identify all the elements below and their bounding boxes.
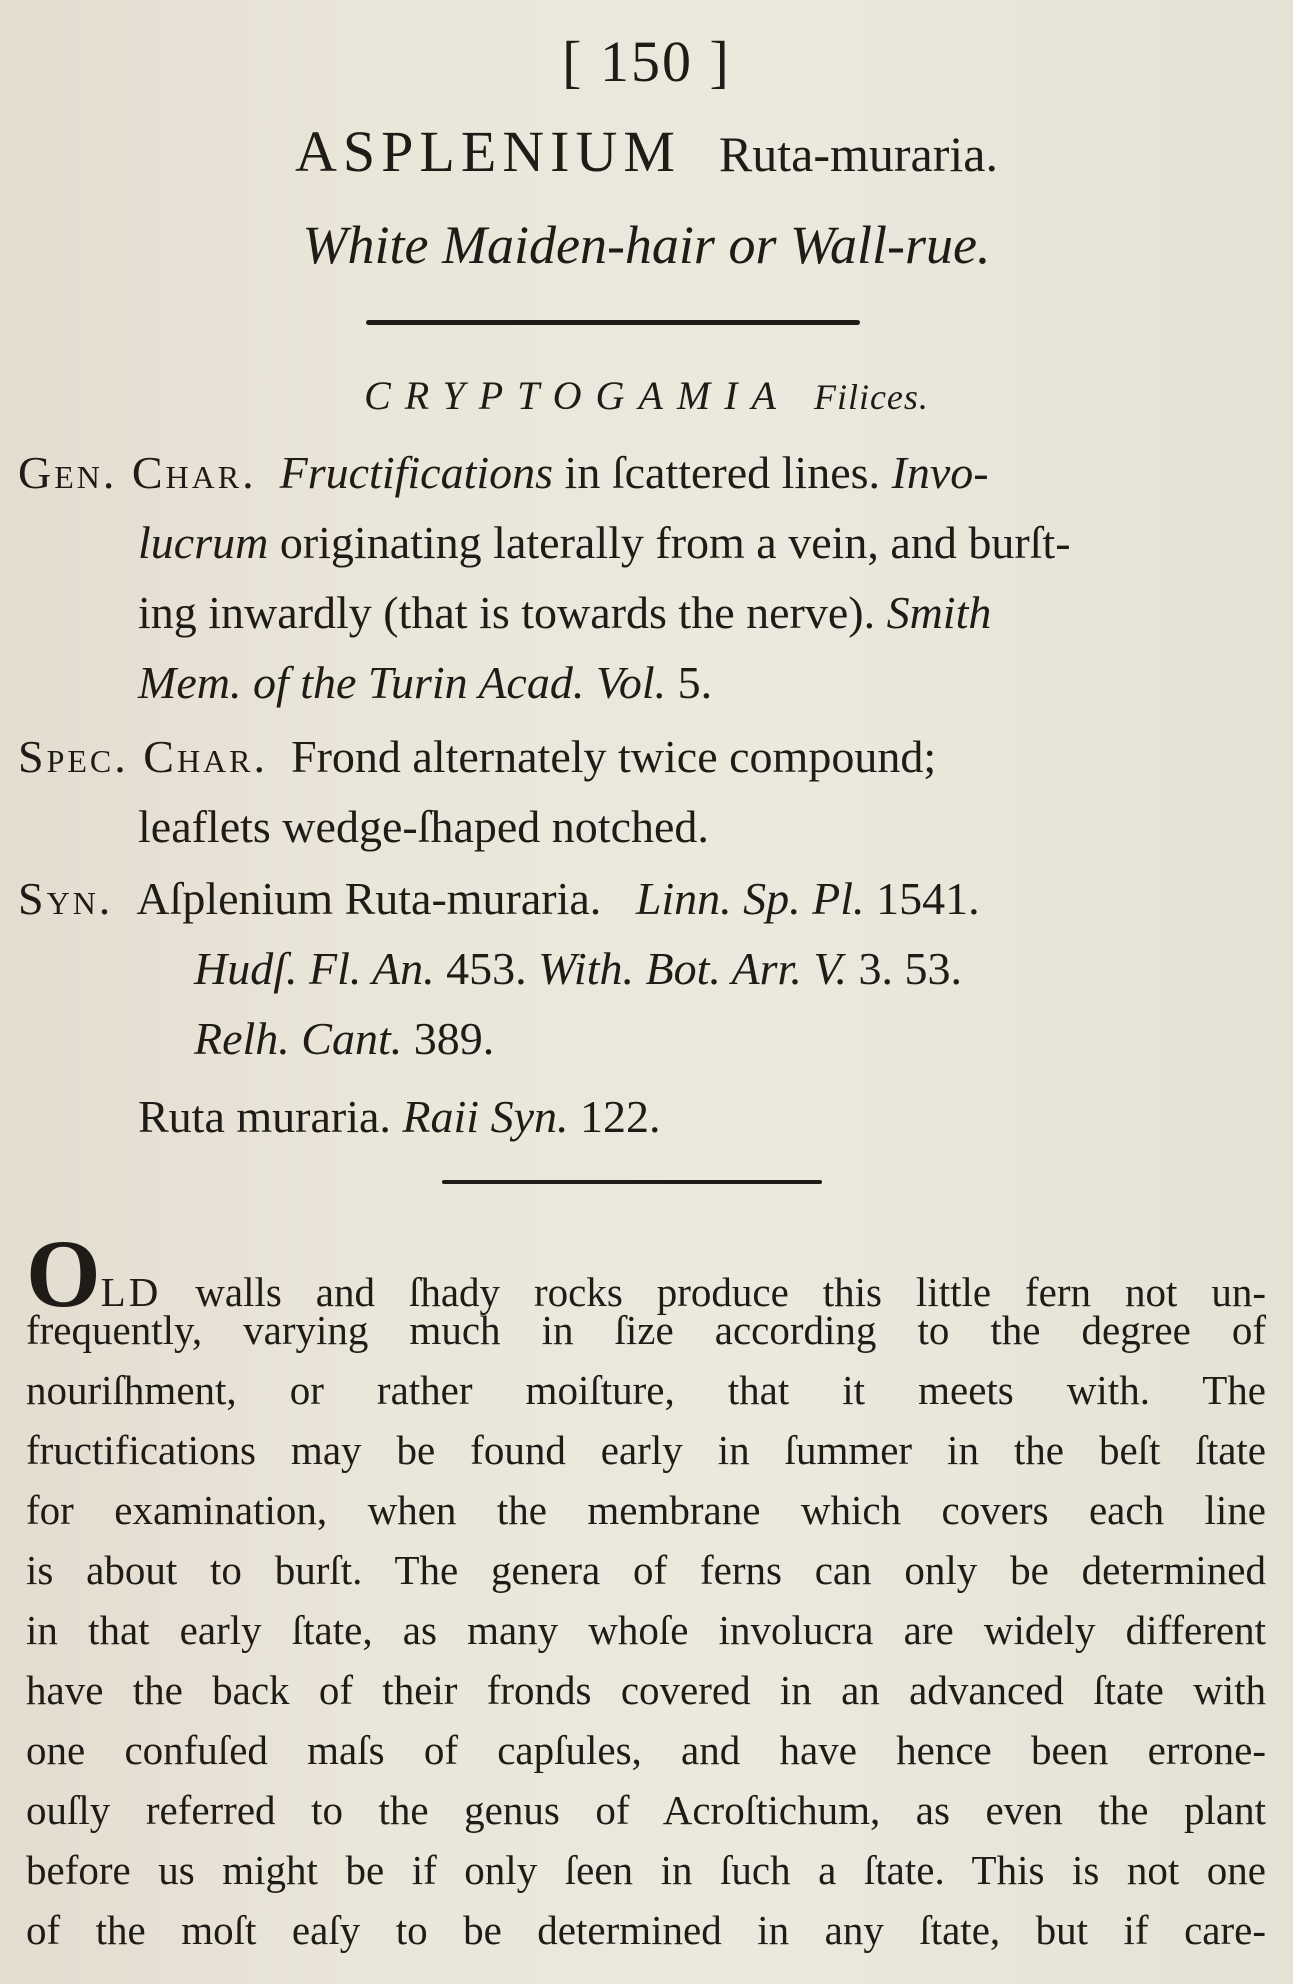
divider-top [366,320,860,325]
gen-char-line-1: Gen. Char. Fructifications in ſcattered lines. Invo- [18,447,989,498]
body-line: is about to burſt. The genera of ferns can only be determined [26,1547,1266,1593]
page-number: [ 150 ] [562,29,731,94]
species-name: Ruta-muraria. [718,126,998,182]
body-line: nouriſhment, or rather moiſture, that it meets with. The [26,1367,1266,1413]
classification [0,372,1293,419]
syn-line-1: Syn. Aſplenium Ruta-muraria. Linn. Sp. Pl. 1541. [18,873,980,924]
gen-char-label: Gen. Char. [18,447,257,498]
body-line: fructifications may be found early in ſummer in the beſt ſtate [26,1427,1266,1473]
body-line: before us might be if only ſeen in ſuch a ſtate. This is not one [26,1847,1266,1893]
gen-char-line-2: lucrum originating laterally from a vein, and burſt- [138,517,1071,568]
body-line: OLD walls and ſhady rocks produce this little fern not un- [26,1220,1266,1327]
drop-cap: O [26,1220,101,1327]
spec-char-label: Spec. Char. [18,731,269,782]
body-line: in that early ſtate, as many whoſe involucra are widely different [26,1607,1266,1653]
spec-char-line-2: leaflets wedge-ſhaped notched. [138,801,709,852]
body-line: for examination, when the membrane which covers each line [26,1487,1266,1533]
class-name: CRYPTOGAMIA [364,373,790,418]
syn-label: Syn. [18,873,114,924]
body-line: one confuſed maſs of capſules, and have hence been errone- [26,1727,1266,1773]
gen-char-line-4: Mem. of the Turin Acad. Vol. 5. [138,657,713,708]
body-line: have the back of their fronds covered in an advanced ſtate with [26,1667,1266,1713]
body-line: ouſly referred to the genus of Acroſtichum, as even the plant [26,1787,1266,1833]
spec-char-line-1: Spec. Char. Frond alternately twice compound; [18,731,937,782]
body-line: of the moſt eaſy to be determined in any ſtate, but if care- [26,1907,1266,1953]
syn-line-2: Hudſ. Fl. An. 453. With. Bot. Arr. V. 3. 53. [194,943,963,994]
divider-bottom [442,1180,822,1184]
order-name: Filices. [813,377,929,417]
syn-line-4: Ruta muraria. Raii Syn. 122. [138,1091,661,1142]
genus-name: ASPLENIUM [295,119,681,184]
gen-char-line-3: ing inwardly (that is towards the nerve). Smith [138,587,992,638]
syn-line-3: Relh. Cant. 389. [194,1013,495,1064]
species-title [0,118,1293,185]
body-line: frequently, varying much in ſize according to the degree of [26,1307,1266,1353]
common-name: White Maiden-hair or Wall-rue. [302,215,991,275]
